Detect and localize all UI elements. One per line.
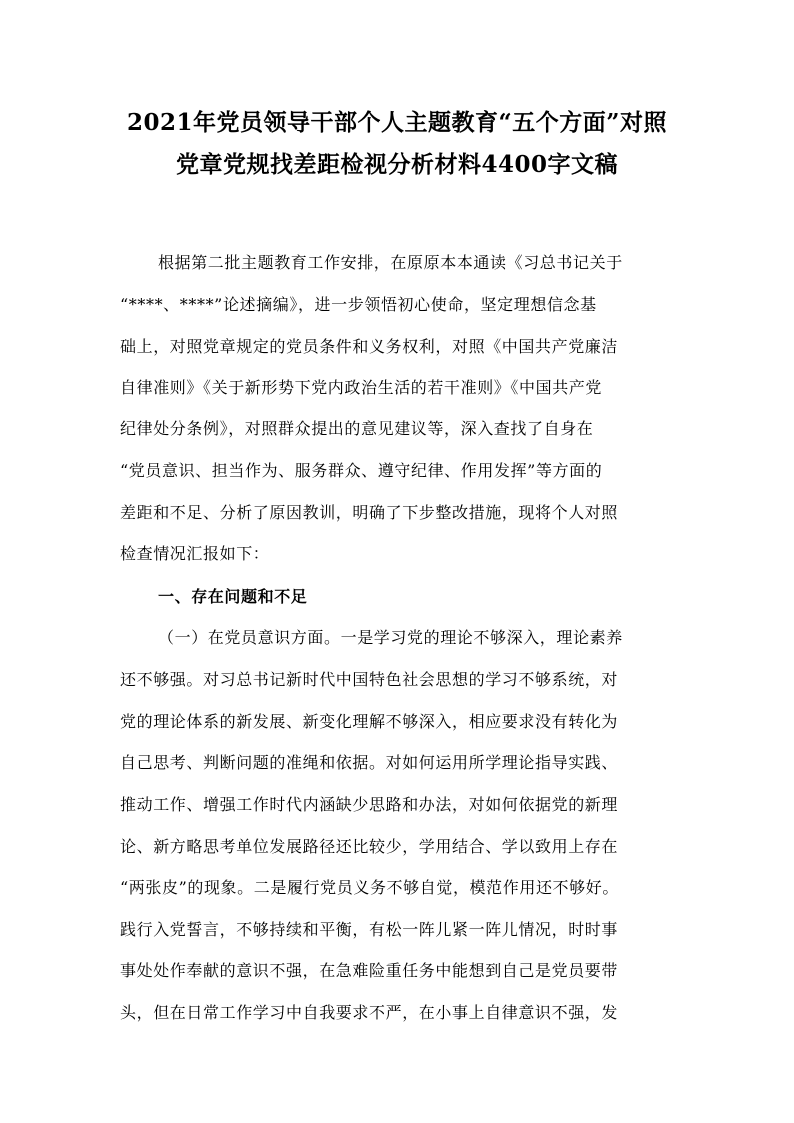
paragraph-line: （一）在党员意识方面。一是学习党的理论不够深入，理论素养 (158, 628, 623, 647)
paragraph-line: 差距和不足、分析了原因教训，明确了下步整改措施，现将个人对照 (120, 503, 619, 522)
paragraph-line: 根据第二批主题教育工作安排，在原原本本通读《习总书记关于 (158, 253, 623, 272)
paragraph-line: 论、新方略思考单位发展路径还比较少，学用结合、学以致用上存在 (120, 837, 619, 856)
paragraph-line: 头，但在日常工作学习中自我要求不严，在小事上自律意识不强，发 (120, 1003, 619, 1022)
paragraph-line: “****、****”论述摘编》，进一步领悟初心使命，坚定理想信念基 (120, 295, 597, 314)
paragraph-line: 础上，对照党章规定的党员条件和义务权利，对照《中国共产党廉洁 (120, 337, 619, 356)
document-title-line-1: 2021年党员领导干部个人主题教育“五个方面”对照 (127, 109, 667, 136)
paragraph-line: “两张皮”的现象。二是履行党员义务不够自觉，模范作用还不够好。 (120, 878, 619, 897)
paragraph-line: 党的理论体系的新发展、新变化理解不够深入，相应要求没有转化为 (120, 712, 619, 731)
paragraph-line: 纪律处分条例》，对照群众提出的意见建议等，深入查找了自身在 (120, 419, 594, 438)
paragraph-line: 自己思考、判断问题的准绳和依据。对如何运用所学理论指导实践、 (120, 753, 619, 772)
paragraph-line: 还不够强。对习总书记新时代中国特色社会思想的学习不够系统，对 (120, 670, 619, 689)
section-heading: 一、存在问题和不足 (158, 587, 308, 606)
paragraph-line: 推动工作、增强工作时代内涵缺少思路和办法，对如何依据党的新理 (120, 795, 619, 814)
document-title-line-2: 党章党规找差距检视分析材料4400字文稿 (175, 151, 618, 178)
paragraph-line: 事处处作奉献的意识不强，在急难险重任务中能想到自己是党员要带 (120, 961, 619, 980)
paragraph-line: “党员意识、担当作为、服务群众、遵守纪律、作用发挥”等方面的 (120, 461, 603, 480)
paragraph-line: 践行入党誓言，不够持续和平衡，有松一阵儿紧一阵儿情况，时时事 (120, 920, 619, 939)
paragraph-line: 自律准则》《关于新形势下党内政治生活的若干准则》《中国共产党 (120, 378, 603, 397)
paragraph-line: 检查情况汇报如下： (120, 544, 270, 563)
